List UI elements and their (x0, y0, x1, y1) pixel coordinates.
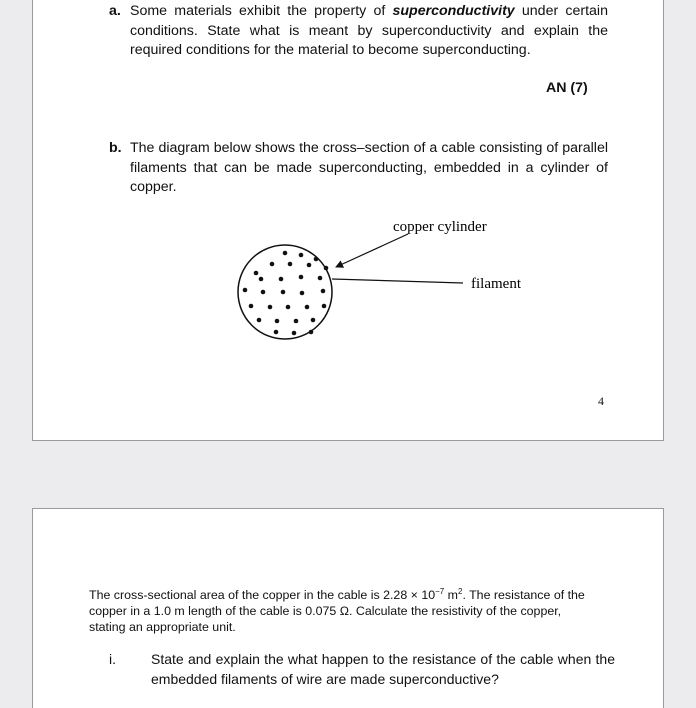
copper-cylinder-label: copper cylinder (393, 219, 487, 235)
copper-pointer-arrow (336, 234, 408, 267)
filament-pointer-line (332, 279, 463, 283)
paragraph-exponent-1: −7 (435, 587, 445, 596)
question-a-text-start: Some materials exhibit the property of (130, 3, 393, 19)
paragraph-text-3: . The resistance of the copper in a 1.0 m length of the cable is 0.075 Ω. Calculate the resistivity of the copper, stating an appropriate unit. (89, 588, 585, 635)
paragraph-text-1: The cross-sectional area of the copper in the cable is 2.28 × 10 (89, 588, 436, 603)
question-i-label: i. (109, 651, 116, 667)
paragraph-text-2: m (444, 588, 458, 603)
resistivity-question-paragraph (89, 584, 601, 635)
page-number: 4 (598, 394, 604, 408)
marks-label: AN (7) (546, 80, 588, 96)
cable-diagram-svg (228, 208, 521, 348)
superconductivity-term: superconductivity (392, 3, 515, 19)
paragraph-exponent-2: 2 (458, 587, 463, 596)
question-b-label: b. (109, 140, 122, 156)
worksheet-page-2 (32, 508, 664, 708)
question-b-text: The diagram below shows the cross–section of a cable consisting of parallel filaments that can be made superconducting, embedded in a cylinder of copper. (130, 140, 608, 195)
cable-cross-section-diagram (228, 208, 521, 348)
question-a-label: a. (109, 3, 121, 19)
question-i-text: State and explain the what happen to the resistance of the cable when the embedded filaments of wire are made superconductive? (151, 651, 615, 687)
question-a-text (130, 2, 608, 61)
worksheet-page-1 (32, 0, 664, 441)
question-a-text-end: under certain conditions. State what is meant by superconductivity and explain the required conditions for the material to become superconducting. (130, 3, 608, 58)
filament-label: filament (471, 276, 521, 292)
